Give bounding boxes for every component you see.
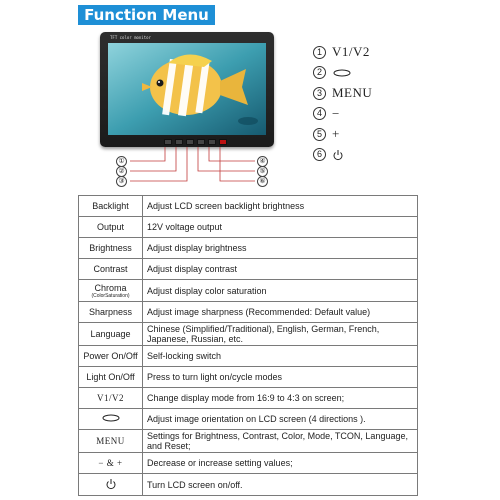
legend-row: [313, 83, 372, 104]
legend-num: 4: [313, 107, 326, 120]
hw-button-5: [208, 139, 216, 145]
legend-row: [313, 42, 372, 63]
function-desc: Chinese (Simplified/Traditional), English, German, French, Japanese, Russian, etc.: [143, 323, 418, 346]
legend-num: 6: [313, 148, 326, 161]
legend-text: V1/V2: [332, 44, 370, 60]
function-name-main: Chroma: [94, 282, 127, 293]
function-desc: Turn LCD screen on/off.: [143, 474, 418, 496]
power-icon: [332, 149, 344, 161]
callout-3: ③: [116, 176, 127, 187]
function-name: Power On/Off: [79, 346, 143, 367]
button-legend: [313, 42, 372, 165]
hw-button-1: [164, 139, 172, 145]
function-name: Language: [79, 323, 143, 346]
callout-4: ④: [257, 156, 268, 167]
function-desc: Change display mode from 16:9 to 4:3 on screen;: [143, 388, 418, 409]
table-row: [79, 323, 418, 346]
function-desc: Decrease or increase setting values;: [143, 453, 418, 474]
monitor-screen: [108, 43, 266, 135]
plus-icon: +: [332, 126, 340, 142]
orientation-icon: [332, 68, 352, 78]
function-desc: Adjust display contrast: [143, 259, 418, 280]
legend-num: 3: [313, 87, 326, 100]
minus-icon: −: [332, 105, 340, 121]
legend-row: [313, 63, 372, 84]
legend-text: MENU: [332, 85, 373, 101]
function-name: Sharpness: [79, 302, 143, 323]
legend-num: 2: [313, 66, 326, 79]
power-icon: [105, 478, 117, 490]
table-row: [79, 217, 418, 238]
orientation-icon: [101, 413, 121, 423]
function-name: Brightness: [79, 238, 143, 259]
function-desc: Press to turn light on/cycle modes: [143, 367, 418, 388]
function-name: Backlight: [79, 196, 143, 217]
table-row: [79, 238, 418, 259]
function-name: [79, 409, 143, 430]
legend-row: [313, 124, 372, 145]
hw-button-2: [175, 139, 183, 145]
table-row: [79, 346, 418, 367]
function-name: Output: [79, 217, 143, 238]
table-row: [79, 388, 418, 409]
callout-5: ⑤: [257, 166, 268, 177]
table-row: [79, 453, 418, 474]
monitor-label: TFT color monitor: [110, 35, 151, 40]
function-name: V1/V2: [79, 388, 143, 409]
function-name: Contrast: [79, 259, 143, 280]
function-desc: Adjust LCD screen backlight brightness: [143, 196, 418, 217]
function-desc: Settings for Brightness, Contrast, Color, Mode, TCON, Language, and Reset;: [143, 430, 418, 453]
table-row: [79, 430, 418, 453]
table-row: [79, 302, 418, 323]
fish-image: [108, 43, 266, 135]
legend-num: 5: [313, 128, 326, 141]
function-desc: Self-locking switch: [143, 346, 418, 367]
hw-button-6: [219, 139, 227, 145]
function-name: [79, 280, 143, 302]
function-name: − & +: [79, 453, 143, 474]
function-name-sub: (ColorSaturation): [91, 292, 130, 299]
hw-button-4: [197, 139, 205, 145]
legend-row: [313, 145, 372, 166]
callout-2: ②: [116, 166, 127, 177]
table-row: [79, 409, 418, 430]
function-desc: Adjust display brightness: [143, 238, 418, 259]
hardware-buttons: [158, 139, 248, 147]
function-name: [79, 474, 143, 496]
table-row: [79, 280, 418, 302]
function-name: Light On/Off: [79, 367, 143, 388]
hw-button-3: [186, 139, 194, 145]
function-desc: Adjust image sharpness (Recommended: Default value): [143, 302, 418, 323]
table-row: [79, 196, 418, 217]
callout-1: ①: [116, 156, 127, 167]
monitor-image: [100, 32, 274, 147]
legend-num: 1: [313, 46, 326, 59]
table-row: [79, 259, 418, 280]
legend-row: [313, 104, 372, 125]
function-desc: 12V voltage output: [143, 217, 418, 238]
function-table: [78, 195, 418, 496]
table-row: [79, 474, 418, 496]
callout-6: ⑥: [257, 176, 268, 187]
function-desc: Adjust display color saturation: [143, 280, 418, 302]
function-desc: Adjust image orientation on LCD screen (4 directions ).: [143, 409, 418, 430]
page-title: Function Menu: [78, 5, 215, 25]
table-row: [79, 367, 418, 388]
function-name: MENU: [79, 430, 143, 453]
